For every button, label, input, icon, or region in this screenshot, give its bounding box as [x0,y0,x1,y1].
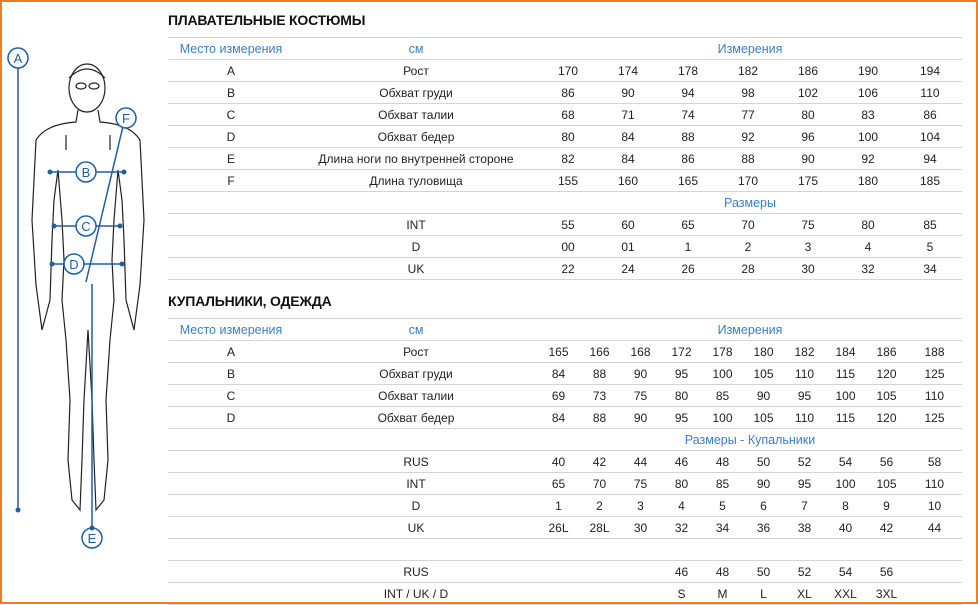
cell-value: 70 [579,473,620,495]
cell-value: 110 [907,473,962,495]
cell-value: 68 [538,104,598,126]
cell-value: 90 [620,363,661,385]
cell-value: 50 [743,451,784,473]
spacer [907,539,962,561]
spacer [168,214,294,236]
sizes-header-row [168,192,962,214]
cell-value: 175 [778,170,838,192]
body-measurement-figure [6,40,156,560]
row-name: Обхват талии [294,104,538,126]
cell-value: 24 [598,258,658,280]
cell-value: 42 [579,451,620,473]
table-row [168,407,962,429]
cell-value: 110 [898,82,962,104]
cell-value: 00 [538,236,598,258]
cell-value: 88 [658,126,718,148]
cell-value: 110 [784,363,825,385]
cell-value: 182 [718,60,778,82]
cell-value: 48 [702,451,743,473]
row-name: Обхват груди [294,82,538,104]
cell-value: XL [784,583,825,605]
cell-value: 28 [718,258,778,280]
cell-value [907,583,962,605]
cell-value: 94 [658,82,718,104]
row-code: D [168,407,294,429]
spacer [743,539,784,561]
cell-value: 115 [825,407,866,429]
cell-value: 80 [661,473,702,495]
table-row [168,148,962,170]
cell-value: 2 [579,495,620,517]
row-code: C [168,385,294,407]
cell-value [579,561,620,583]
letter-size-row [168,561,962,583]
swimwear-size-table [168,318,962,605]
cell-value: 6 [743,495,784,517]
cell-value: 32 [838,258,898,280]
cell-value: 105 [866,473,907,495]
letter-size-row [168,583,962,605]
size-system: D [294,236,538,258]
row-name: Обхват груди [294,363,538,385]
cell-value: 100 [825,385,866,407]
row-code: F [168,170,294,192]
cell-value: 4 [661,495,702,517]
cell-value: 96 [778,126,838,148]
cell-value: 3 [620,495,661,517]
spacer [168,539,294,561]
cell-value: 26L [538,517,579,539]
cell-value: 125 [907,363,962,385]
cell-value: 52 [784,561,825,583]
table-row [168,104,962,126]
cell-value: 2 [718,236,778,258]
cell-value: 40 [825,517,866,539]
cell-value: 180 [838,170,898,192]
figure-head [69,64,105,112]
cell-value: 125 [907,407,962,429]
cell-value [620,583,661,605]
cell-value: 80 [661,385,702,407]
cell-value: 1 [538,495,579,517]
table-row [168,385,962,407]
size-system: INT / UK / D [294,583,538,605]
cell-value: 28L [579,517,620,539]
cell-value: 88 [579,407,620,429]
row-code: A [168,341,294,363]
size-row [168,258,962,280]
size-row [168,473,962,495]
cell-value: 165 [658,170,718,192]
marker-d-label: D [69,257,79,272]
cell-value: 85 [702,473,743,495]
row-code: E [168,148,294,170]
size-row [168,517,962,539]
cell-value: 5 [898,236,962,258]
cell-value: 165 [538,341,579,363]
row-name: Длина туловища [294,170,538,192]
cell-value: 86 [658,148,718,170]
row-name: Обхват бедер [294,126,538,148]
cell-value: 90 [778,148,838,170]
header-unit: см [294,319,538,341]
cell-value: 180 [743,341,784,363]
cell-value: 160 [598,170,658,192]
cell-value: 105 [743,407,784,429]
header-measurements: Измерения [538,38,962,60]
cell-value [538,561,579,583]
cell-value: 46 [661,561,702,583]
spacer [168,236,294,258]
cell-value: S [661,583,702,605]
cell-value: 54 [825,561,866,583]
cell-value: 182 [784,341,825,363]
cell-value: 110 [784,407,825,429]
swimsuits-size-table [168,37,962,280]
cell-value: 82 [538,148,598,170]
cell-value: 106 [838,82,898,104]
cell-value: 100 [838,126,898,148]
cell-value: 38 [784,517,825,539]
row-code: B [168,363,294,385]
cell-value: 188 [907,341,962,363]
cell-value: 30 [620,517,661,539]
row-name: Длина ноги по внутренней стороне [294,148,538,170]
row-name: Обхват талии [294,385,538,407]
cell-value: 69 [538,385,579,407]
cell-value: 34 [898,258,962,280]
cell-value: 84 [598,126,658,148]
spacer [168,192,294,214]
table-row [168,82,962,104]
cell-value: 85 [702,385,743,407]
size-row [168,451,962,473]
spacer [579,539,620,561]
cell-value: 9 [866,495,907,517]
cell-value: 178 [658,60,718,82]
header-measurements: Измерения [538,319,962,341]
cell-value: 94 [898,148,962,170]
cell-value: 48 [702,561,743,583]
section-title-swimsuits: ПЛАВАТЕЛЬНЫЕ КОСТЮМЫ [168,12,366,28]
cell-value: 90 [743,385,784,407]
spacer-row [168,539,962,561]
cell-value: 4 [838,236,898,258]
cell-value: 83 [838,104,898,126]
cell-value: M [702,583,743,605]
row-code: D [168,126,294,148]
table-row [168,341,962,363]
cell-value: 92 [838,148,898,170]
cell-value: 86 [538,82,598,104]
cell-value: 01 [598,236,658,258]
cell-value: 186 [778,60,838,82]
cell-value: 95 [661,363,702,385]
cell-value: 172 [661,341,702,363]
cell-value: 100 [702,407,743,429]
goggles-icon [76,83,86,89]
row-name: Обхват бедер [294,407,538,429]
cell-value: 84 [538,407,579,429]
cell-value: 55 [538,214,598,236]
cell-value: 84 [538,363,579,385]
cell-value: 95 [784,473,825,495]
cell-value: 52 [784,451,825,473]
cell-value: 98 [718,82,778,104]
size-system: INT [294,214,538,236]
size-row [168,214,962,236]
cell-value: 22 [538,258,598,280]
spacer [168,517,294,539]
cell-value [620,561,661,583]
cell-value: 10 [907,495,962,517]
cell-value: 32 [661,517,702,539]
sizes-header-row [168,429,962,451]
size-system: UK [294,517,538,539]
cell-value: 174 [598,60,658,82]
table-header-row [168,38,962,60]
row-code: B [168,82,294,104]
cell-value: 75 [778,214,838,236]
cell-value: 3XL [866,583,907,605]
spacer [168,429,294,451]
cell-value: 190 [838,60,898,82]
spacer [661,539,702,561]
spacer [825,539,866,561]
cell-value: 77 [718,104,778,126]
cell-value: L [743,583,784,605]
size-system: RUS [294,561,538,583]
cell-value: 168 [620,341,661,363]
size-system: D [294,495,538,517]
cell-value: 8 [825,495,866,517]
cell-value: 42 [866,517,907,539]
cell-value: 88 [718,148,778,170]
cell-value: 90 [743,473,784,495]
cell-value: 155 [538,170,598,192]
table-row [168,170,962,192]
spacer [168,495,294,517]
cell-value: 80 [538,126,598,148]
cell-value: 44 [620,451,661,473]
size-system: UK [294,258,538,280]
cell-value: 185 [898,170,962,192]
cell-value: 3 [778,236,838,258]
cell-value: 74 [658,104,718,126]
cell-value: 88 [579,363,620,385]
cell-value: 186 [866,341,907,363]
cell-value [538,583,579,605]
cell-value: 56 [866,451,907,473]
row-name: Рост [294,341,538,363]
cell-value: 100 [702,363,743,385]
spacer [168,473,294,495]
row-code: C [168,104,294,126]
sizes-header: Размеры - Купальники [538,429,962,451]
cell-value: 120 [866,407,907,429]
cell-value: 75 [620,385,661,407]
cell-value: 102 [778,82,838,104]
table-header-row [168,319,962,341]
cell-value: 110 [907,385,962,407]
cell-value: 85 [898,214,962,236]
header-place: Место измерения [168,38,294,60]
table-row [168,126,962,148]
cell-value: 105 [743,363,784,385]
spacer [866,539,907,561]
table-row [168,363,962,385]
size-system: RUS [294,451,538,473]
spacer [168,258,294,280]
section-title-swimwear-clothing: КУПАЛЬНИКИ, ОДЕЖДА [168,293,332,309]
cell-value: 84 [598,148,658,170]
cell-value: 50 [743,561,784,583]
marker-a-label: A [13,51,23,66]
cell-value: 170 [718,170,778,192]
spacer [294,192,538,214]
cell-value: 178 [702,341,743,363]
marker-e-label: E [87,531,97,546]
cell-value [907,561,962,583]
row-code: A [168,60,294,82]
header-unit: см [294,38,538,60]
row-name: Рост [294,60,538,82]
cell-value: 7 [784,495,825,517]
size-row [168,495,962,517]
cell-value: 184 [825,341,866,363]
cell-value: 34 [702,517,743,539]
cell-value: 30 [778,258,838,280]
cell-value: 70 [718,214,778,236]
cell-value: 95 [784,385,825,407]
cell-value: 36 [743,517,784,539]
cell-value: 170 [538,60,598,82]
cell-value: 95 [661,407,702,429]
cell-value: 80 [778,104,838,126]
cell-value: 104 [898,126,962,148]
cell-value: 194 [898,60,962,82]
cell-value: 80 [838,214,898,236]
cell-value: 44 [907,517,962,539]
cell-value: 54 [825,451,866,473]
sizes-header: Размеры [538,192,962,214]
spacer [168,583,294,605]
cell-value: XXL [825,583,866,605]
cell-value: 120 [866,363,907,385]
cell-value: 71 [598,104,658,126]
cell-value: 65 [538,473,579,495]
cell-value [579,583,620,605]
cell-value: 65 [658,214,718,236]
marker-f-label: F [122,111,130,126]
spacer [294,539,538,561]
cell-value: 90 [598,82,658,104]
cell-value: 100 [825,473,866,495]
cell-value: 115 [825,363,866,385]
cell-value: 56 [866,561,907,583]
cell-value: 73 [579,385,620,407]
cell-value: 92 [718,126,778,148]
cell-value: 26 [658,258,718,280]
cell-value: 166 [579,341,620,363]
spacer [620,539,661,561]
header-place: Место измерения [168,319,294,341]
cell-value: 5 [702,495,743,517]
spacer [784,539,825,561]
cell-value: 90 [620,407,661,429]
spacer [294,429,538,451]
spacer [702,539,743,561]
size-system: INT [294,473,538,495]
cell-value: 58 [907,451,962,473]
cell-value: 60 [598,214,658,236]
cell-value: 40 [538,451,579,473]
measure-line-f [86,122,124,282]
table-row [168,60,962,82]
spacer [538,539,579,561]
marker-c-label: C [81,219,91,234]
cell-value: 1 [658,236,718,258]
cell-value: 86 [898,104,962,126]
size-row [168,236,962,258]
cell-value: 46 [661,451,702,473]
marker-b-label: B [81,165,91,180]
cell-value: 75 [620,473,661,495]
cell-value: 105 [866,385,907,407]
spacer [168,451,294,473]
spacer [168,561,294,583]
